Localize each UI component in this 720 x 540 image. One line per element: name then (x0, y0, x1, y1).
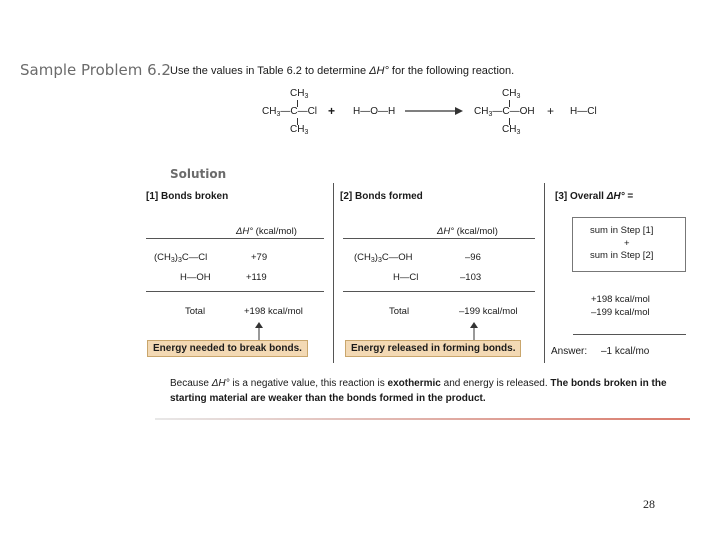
step3-sum-plus: + (624, 238, 630, 249)
product-hcl: H—Cl (570, 106, 597, 117)
step2-value-2: –103 (460, 272, 482, 283)
step3-sum-line-1: sum in Step [1] (590, 225, 654, 236)
product-methyl-top: $CH_3$ (502, 88, 521, 100)
step3-header: [3] Overall ΔH° = (555, 191, 634, 202)
plus-sign: + (547, 104, 555, 118)
step1-column-header: ΔH° (kcal/mol) (236, 226, 297, 237)
step1-total-value: +198 kcal/mol (244, 306, 303, 317)
step3-sum-line-2: sum in Step [2] (590, 250, 654, 261)
step3-rule (573, 334, 686, 335)
step2-bond-1: $(CH_3)_3C—OH$ (354, 252, 413, 264)
page-number: 28 (643, 497, 655, 511)
question-prefix: Use the values in Table 6.2 to determine (170, 65, 370, 77)
step2-rule (343, 291, 535, 292)
up-arrow-icon (255, 322, 263, 340)
sample-problem-title: Sample Problem 6.2 (20, 61, 171, 79)
step2-value-1: –96 (465, 252, 481, 263)
step2-header: [2] Bonds formed (340, 191, 423, 202)
product-methyl-bottom: $CH_3$ (502, 124, 521, 136)
delta-h-symbol: ΔH° (369, 65, 389, 77)
step1-total-label: Total (185, 306, 206, 317)
explanation-text: Because ΔH° is a negative value, this reaction is exothermic and energy is released. The bonds broken in the starting material are weaker than the bonds formed in the product. (170, 378, 667, 404)
step1-note: Energy needed to break bonds. (147, 340, 308, 357)
step2-bond-2: H—Cl (393, 272, 419, 283)
reactant-methyl-bottom: $CH_3$ (290, 124, 309, 136)
product-tert-butanol: $CH_3—C—OH$ (474, 106, 535, 118)
reactant-tert-butyl-chloride: $CH_3—C—Cl$ (262, 106, 318, 118)
column-divider (544, 183, 545, 363)
step1-bond-1: $(CH_3)_3C—Cl$ (154, 252, 208, 264)
step1-bond-2: H—OH (180, 272, 211, 283)
step3-value-2: –199 kcal/mol (591, 307, 650, 318)
reactant-water: H—O—H (353, 106, 396, 117)
reactant-methyl-top: $CH_3$ (290, 88, 309, 100)
bottom-rule (155, 418, 690, 420)
answer-value: –1 kcal/mo (601, 346, 650, 357)
step1-rule (146, 291, 324, 292)
step2-total-value: –199 kcal/mol (459, 306, 518, 317)
step1-value-2: +119 (246, 272, 267, 283)
step2-total-label: Total (389, 306, 410, 317)
solution-heading: Solution (170, 167, 227, 181)
step2-note: Energy released in forming bonds. (345, 340, 521, 357)
up-arrow-icon (470, 322, 478, 340)
step3-value-1: +198 kcal/mol (591, 294, 650, 305)
step2-rule (343, 238, 535, 239)
step1-value-1: +79 (251, 252, 268, 263)
answer-label: Answer: (551, 346, 588, 357)
problem-question (170, 65, 514, 77)
reaction-arrow (405, 107, 463, 117)
plus-sign: + (328, 104, 336, 118)
step2-column-header: ΔH° (kcal/mol) (437, 226, 498, 237)
step1-header: [1] Bonds broken (146, 191, 229, 202)
question-suffix: for the following reaction. (388, 65, 515, 77)
step1-rule (146, 238, 324, 239)
column-divider (333, 183, 334, 363)
